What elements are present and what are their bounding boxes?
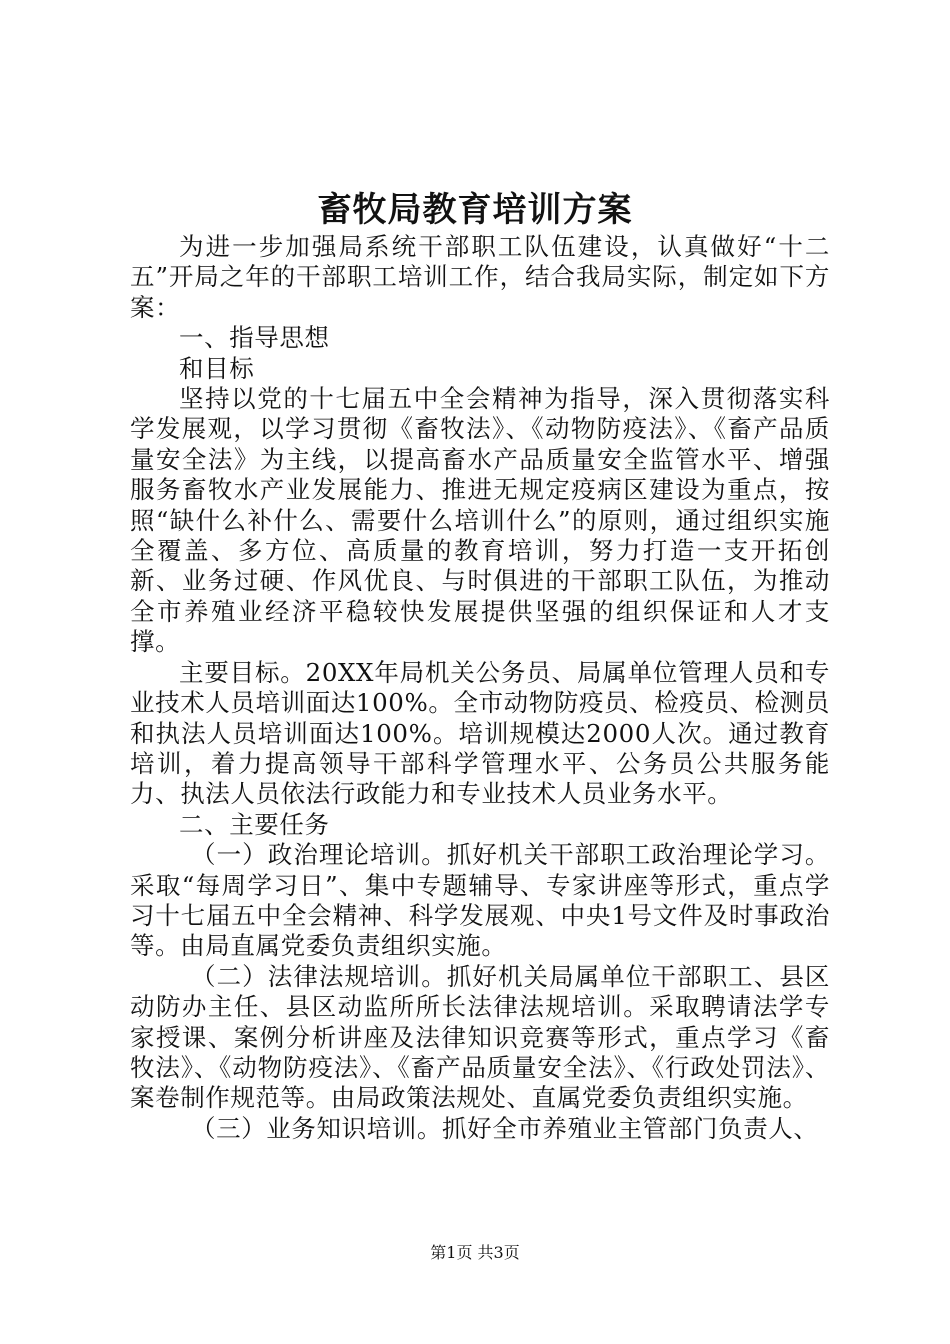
paragraph-intro: 为进一步加强局系统干部职工队伍建设，认真做好“十二五”开局之年的干部职工培训工作，结合我局实际，制定如下方案： <box>130 232 830 322</box>
heading-main-tasks: 二、主要任务 <box>179 809 330 839</box>
paragraph-task-laws-regulations: （二）法律法规培训。抓好机关局属单位干部职工、县区动防办主任、县区动监所所长法律法规培训。采取聘请法学专家授课、案例分析讲座及法律知识竞赛等形式，重点学习《畜牧法》、《动物防疫法》、《畜产品质量安全法》、《行政处罚法》、案卷制作规范等。由局政策法规处、直属党委负责组织实施。 <box>130 961 830 1113</box>
heading-guiding-ideology: 一、指导思想 <box>179 323 330 353</box>
document-body <box>130 232 830 1144</box>
paragraph-task-business-knowledge: （三）业务知识培训。抓好全市养殖业主管部门负责人、 <box>191 1113 819 1143</box>
document-title: 畜牧局教育培训方案 <box>317 190 633 230</box>
paragraph-task-political-theory: （一）政治理论培训。抓好机关干部职工政治理论学习。采取“每周学习日”、集中专题辅导、专家讲座等形式，重点学习十七届五中全会精神、科学发展观、中央1号文件及时事政治等。由局直属党委负责组织实施。 <box>130 840 830 961</box>
paragraph-guiding-ideology: 坚持以党的十七届五中全会精神为指导，深入贯彻落实科学发展观，以学习贯彻《畜牧法》、《动物防疫法》、《畜产品质量安全法》为主线，以提高畜水产品质量安全监管水平、增强服务畜牧水产业发展能力、推进无规定疫病区建设为重点，按照“缺什么补什么、需要什么培训什么”的原则，通过组织实施全覆盖、多方位、高质量的教育培训，努力打造一支开拓创新、业务过硬、作风优良、与时俱进的干部职工队伍，为推动全市养殖业经济平稳较快发展提供坚强的组织保证和人才支撑。 <box>130 384 830 657</box>
paragraph-main-goals: 主要目标。20XX年局机关公务员、局属单位管理人员和专业技术人员培训面达100%。全市动物防疫员、检疫员、检测员和执法人员培训面达100%。培训规模达2000人次。通过教育培训，着力提高领导干部科学管理水平、公务员公共服务能力、执法人员依法行政能力和专业技术人员业务水平。 <box>130 657 830 809</box>
heading-guiding-ideology-cont: 和目标 <box>179 353 255 383</box>
page-footer: 第1页 共3页 <box>430 1243 520 1262</box>
